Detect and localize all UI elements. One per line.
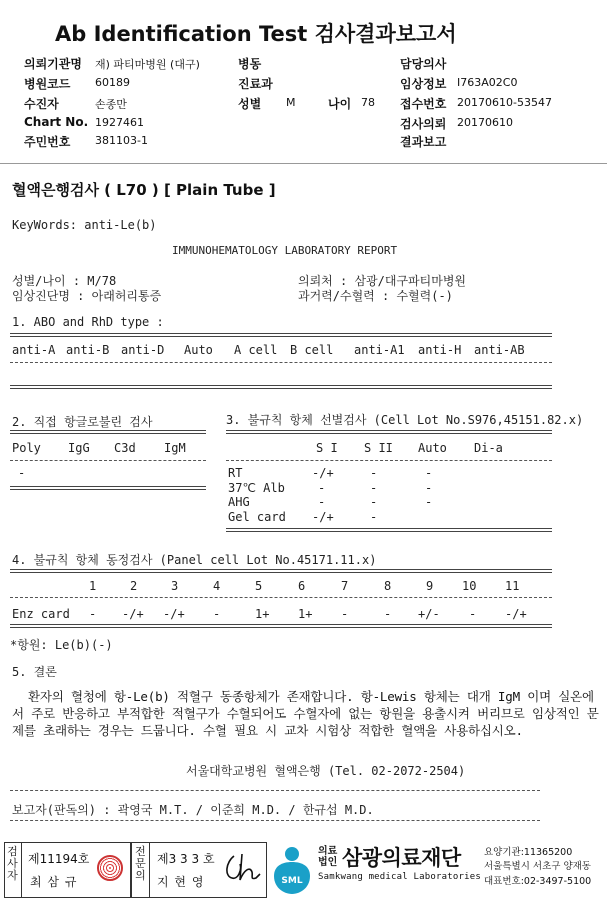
screen-row-rt-label: RT <box>228 466 243 480</box>
conclusion-title: 5. 결론 <box>12 665 57 679</box>
abo-col-anti-ab: anti-AB <box>474 343 525 357</box>
panel-header-rule <box>10 597 552 598</box>
examiner-divider <box>21 842 22 898</box>
panel-section-title: 4. 불규칙 항체 동정검사 (Panel cell Lot No.45171.11.x) <box>12 553 377 567</box>
specialist-name: 지 현 영 <box>157 875 205 889</box>
header-divider <box>0 163 607 164</box>
abo-col-anti-h: anti-H <box>418 343 462 357</box>
screen-bottom-rule <box>226 528 552 532</box>
screen-row-ahg-label: AHG <box>228 495 250 509</box>
screen-row-rt-s2: - <box>370 466 378 480</box>
label-test-request: 검사의뢰 <box>400 117 447 131</box>
address: 서울특별시 서초구 양재동 <box>484 861 591 872</box>
value-hospital-code: 60189 <box>95 76 130 89</box>
abo-col-b-cell: B cell <box>290 343 334 357</box>
panel-bottom-rule <box>10 624 552 628</box>
screen-row-gel-s2: - <box>370 510 378 524</box>
value-resident-no: 381103-1 <box>95 134 148 147</box>
label-age: 나이 <box>328 97 352 111</box>
abo-col-a-cell: A cell <box>234 343 278 357</box>
screen-row-gel-label: Gel card <box>228 510 286 524</box>
dat-col-poly: Poly <box>12 441 41 455</box>
abo-col-anti-d: anti-D <box>121 343 165 357</box>
panel-row-label: Enz card <box>12 607 70 621</box>
value-sex: M <box>286 96 296 109</box>
dat-col-c3d: C3d <box>114 441 136 455</box>
abo-header-rule <box>10 362 552 363</box>
panel-col-3: 3 <box>171 579 179 593</box>
section-title: 혈액은행검사 ( L70 ) [ Plain Tube ] <box>12 181 276 199</box>
dat-poly-value: - <box>18 466 26 480</box>
dat-bottom-rule <box>10 486 206 490</box>
panel-col-4: 4 <box>213 579 221 593</box>
screen-row-rt-s1: -/+ <box>312 466 334 480</box>
abo-bottom-rule <box>10 385 552 389</box>
screen-row-alb-label: 37℃ Alb <box>228 481 285 495</box>
panel-col-7: 7 <box>341 579 349 593</box>
report-title: Ab Identification Test 검사결과보고서 <box>55 22 457 46</box>
requester: 의뢰처 : 삼광/대구파티마병원 <box>298 274 467 288</box>
reporter-bottom-rule <box>10 820 540 821</box>
label-resident-no: 주민번호 <box>24 135 71 149</box>
clinical-diagnosis: 임상진단명 : 아래허리통증 <box>12 289 162 303</box>
hospital-line: 서울대학교병원 혈액은행 (Tel. 02-2072-2504) <box>186 764 466 778</box>
panel-col-10: 10 <box>462 579 477 593</box>
label-receipt-no: 접수번호 <box>400 97 447 111</box>
abo-col-anti-b: anti-B <box>66 343 110 357</box>
abo-col-auto: Auto <box>184 343 213 357</box>
panel-val-4: - <box>213 607 221 621</box>
panel-val-5: 1+ <box>255 607 270 621</box>
abo-col-anti-a1: anti-A1 <box>354 343 405 357</box>
panel-col-8: 8 <box>384 579 392 593</box>
reporter-line: 보고자(판독의) : 곽영국 M.T. / 이준희 M.D. / 한규섭 M.D. <box>12 803 374 817</box>
examiner-label: 검사자 <box>7 845 18 882</box>
screen-top-rule <box>226 430 552 434</box>
panel-col-6: 6 <box>298 579 306 593</box>
panel-val-7: - <box>341 607 349 621</box>
screen-header-rule <box>226 460 552 461</box>
keywords: KeyWords: anti-Le(b) <box>12 218 157 232</box>
screen-row-rt-auto: - <box>425 466 433 480</box>
label-requesting-institution: 의뢰기관명 <box>24 57 82 71</box>
screen-row-ahg-auto: - <box>425 495 433 509</box>
value-patient: 손종만 <box>95 98 127 111</box>
panel-col-1: 1 <box>89 579 97 593</box>
footer <box>0 840 607 906</box>
signature-icon <box>222 850 262 886</box>
dat-col-igm: IgM <box>164 441 186 455</box>
screen-row-ahg-s2: - <box>370 495 378 509</box>
corp-label: 의료법인 <box>318 846 338 868</box>
sex-age: 성별/나이 : M/78 <box>12 274 117 288</box>
corp-name: 삼광의료재단 <box>342 846 461 870</box>
screen-section-title: 3. 불규칙 항체 선별검사 (Cell Lot No.S976,45151.82.x) <box>226 413 584 427</box>
agency-code: 요양기관:11365200 <box>484 847 573 858</box>
panel-val-6: 1+ <box>298 607 313 621</box>
label-sex: 성별 <box>238 97 262 111</box>
panel-top-rule <box>10 569 552 573</box>
panel-val-3: -/+ <box>163 607 185 621</box>
panel-val-2: -/+ <box>122 607 144 621</box>
panel-val-11: -/+ <box>505 607 527 621</box>
phone: 대표번호:02-3497-5100 <box>484 876 592 887</box>
panel-val-9: +/- <box>418 607 440 621</box>
value-requesting-institution: 재) 파티마병원 (대구) <box>95 58 200 71</box>
conclusion-text: 환자의 혈청에 항-Le(b) 적혈구 동종항체가 존재합니다. 항-Lewis 항체는 대개 IgM 이며 실온에서 주로 반응하고 부적합한 적혈구가 수혈되어도 수혈자에 없는 항원을 용출시켜 버리므로 임상적인 문제를 초래하는 경우는 드뭅니다. 수혈 필요 시 교차 시험상 적합한 혈액을 사용하십시오. <box>12 689 599 738</box>
label-department: 진료과 <box>238 77 273 91</box>
specialist-divider <box>149 842 150 898</box>
dat-top-rule <box>10 430 206 434</box>
dat-section-title: 2. 직접 항글로불린 검사 <box>12 415 153 429</box>
value-clinical-info: I763A02C0 <box>457 76 518 89</box>
label-chart-no: Chart No. <box>24 115 89 129</box>
reporter-top-rule <box>10 790 540 791</box>
specialist-license-no: 제3 3 3 호 <box>157 852 215 866</box>
panel-val-8: - <box>384 607 392 621</box>
screen-col-di-a: Di-a <box>474 441 503 455</box>
screen-col-auto: Auto <box>418 441 447 455</box>
value-test-request: 20170610 <box>457 116 513 129</box>
panel-col-9: 9 <box>426 579 434 593</box>
examiner-seal-icon <box>97 855 123 881</box>
value-age: 78 <box>361 96 375 109</box>
abo-top-rule <box>10 333 552 337</box>
screen-col-s1: S I <box>316 441 338 455</box>
specialist-label: 전문의 <box>135 845 146 882</box>
abo-section-title: 1. ABO and RhD type : <box>12 315 164 329</box>
value-chart-no: 1927461 <box>95 116 144 129</box>
sml-logo-icon <box>272 846 312 894</box>
sml-badge-text: SML <box>281 876 303 886</box>
corp-english-name: Samkwang medical Laboratories <box>318 872 481 882</box>
screen-row-alb-auto: - <box>425 481 433 495</box>
transfusion-history: 과거력/수혈력 : 수혈력(-) <box>298 289 453 303</box>
examiner-name: 최 삼 규 <box>30 875 78 889</box>
antigen-line: *항원: Le(b)(-) <box>10 638 113 652</box>
dat-header-rule <box>10 460 206 461</box>
panel-col-5: 5 <box>255 579 263 593</box>
examiner-license-no: 제11194호 <box>28 852 90 866</box>
label-doctor: 담당의사 <box>400 57 447 71</box>
value-receipt-no: 20170610-53547 <box>457 96 552 109</box>
panel-col-2: 2 <box>130 579 138 593</box>
panel-val-10: - <box>469 607 477 621</box>
screen-col-s2: S II <box>364 441 393 455</box>
label-clinical-info: 임상정보 <box>400 77 447 91</box>
screen-row-alb-s1: - <box>318 481 326 495</box>
abo-col-anti-a: anti-A <box>12 343 56 357</box>
label-hospital-code: 병원코드 <box>24 77 71 91</box>
panel-col-11: 11 <box>505 579 520 593</box>
dat-col-igg: IgG <box>68 441 90 455</box>
screen-row-gel-s1: -/+ <box>312 510 334 524</box>
screen-row-alb-s2: - <box>370 481 378 495</box>
screen-row-ahg-s1: - <box>318 495 326 509</box>
label-ward: 병동 <box>238 57 262 71</box>
label-patient: 수진자 <box>24 97 59 111</box>
label-result-report: 결과보고 <box>400 135 447 149</box>
panel-val-1: - <box>89 607 97 621</box>
lab-report-title: IMMUNOHEMATOLOGY LABORATORY REPORT <box>172 244 398 257</box>
